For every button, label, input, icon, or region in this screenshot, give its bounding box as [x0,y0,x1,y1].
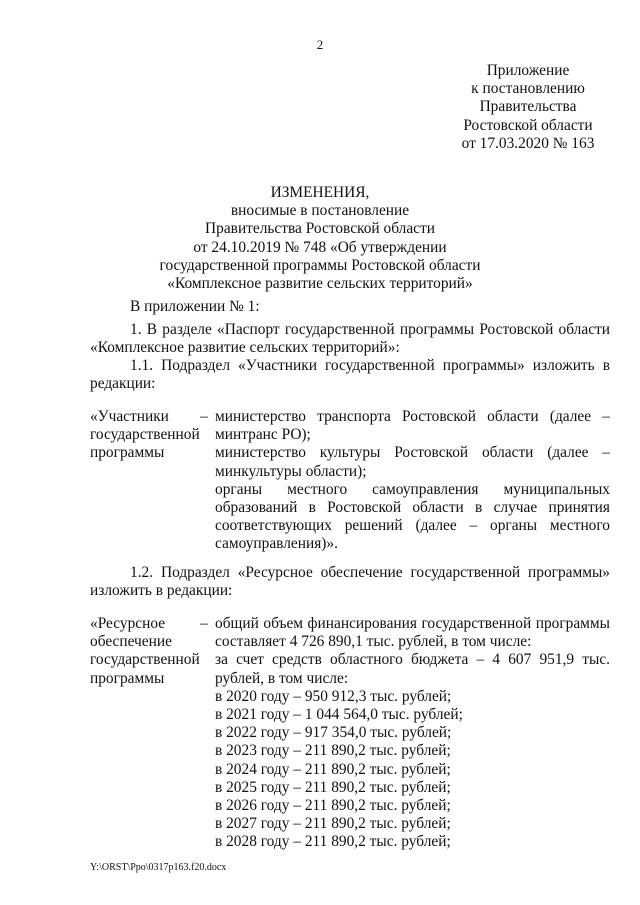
value-line: минтранс РО); [215,426,311,444]
heading-line: Правительства Ростовской области [205,220,435,238]
year-funding-line: в 2022 году – 917 354,0 тыс. рублей; [215,724,452,742]
value-line: министерство культуры Ростовской области (далее – [215,444,610,462]
value-line: за счет средств областного бюджета – 4 607 951,9 тыс. [215,651,610,669]
document-heading [90,184,550,293]
value-line: рублей, в том числе: [215,669,349,687]
value-line: соответствующих решений (далее – органы местного [215,517,610,535]
appendix-line: от 17.03.2020 № 163 [461,134,595,152]
value-line: органы местного самоуправления муниципальных [215,480,610,498]
resources-dash: – [200,615,208,632]
item-1-2-paragraph: 1.2. Подраздел «Ресурсное обеспечение государственной программы» изложить в редакции: [90,564,610,600]
year-funding-line: в 2020 году – 950 912,3 тыс. рублей; [215,687,452,705]
heading-line: от 24.10.2019 № 748 «Об утверждении [193,238,447,256]
label-line: «Ресурсное [90,615,166,632]
resources-value [215,615,610,852]
label-line: государственной [90,426,200,444]
label-line: обеспечение [90,633,172,651]
value-line: составляет 4 726 890,1 тыс. рублей, в том числе: [215,633,532,651]
value-line: минкультуры области); [215,462,367,480]
appendix-line: Приложение [486,62,570,79]
year-funding-line: в 2027 году – 211 890,2 тыс. рублей; [215,815,451,833]
value-line: образований в Ростовской области в случае принятия [215,499,610,517]
appendix-line: Правительства [479,98,577,116]
year-funding-line: в 2025 году – 211 890,2 тыс. рублей; [215,778,451,796]
label-line: государственной [90,651,200,669]
label-line: «Участники [90,408,169,425]
item-1-paragraph: 1. В разделе «Паспорт государственной программы Ростовской области «Комплексное развитие сельских территорий»: [90,321,610,357]
appendix-line: к постановлению [471,80,585,98]
heading-title: ИЗМЕНЕНИЯ, [270,184,370,201]
year-funding-line: в 2023 году – 211 890,2 тыс. рублей; [215,742,451,760]
year-funding-line: в 2021 году – 1 044 564,0 тыс. рублей; [215,706,463,724]
appendix-line: Ростовской области [463,116,593,134]
year-funding-line: в 2028 году – 211 890,2 тыс. рублей; [215,833,451,851]
intro-paragraph: В приложении № 1: [130,298,260,315]
participants-dash: – [200,408,208,425]
value-line: самоуправления)». [215,535,338,553]
heading-line: вносимые в постановление [230,202,410,220]
value-line: министерство транспорта Ростовской области (далее – [215,408,610,425]
label-line: программы [90,444,165,462]
appendix-block [428,62,628,153]
year-funding-line: в 2024 году – 211 890,2 тыс. рублей; [215,760,451,778]
heading-line: «Комплексное развитие сельских территорий» [167,275,473,293]
label-line: программы [90,669,165,687]
year-funding-line: в 2026 году – 211 890,2 тыс. рублей; [215,797,451,815]
file-path-footer: Y:\ORST\Ppo\0317p163.f20.docx [90,862,227,873]
value-line: общий объем финансирования государственной программы [215,615,610,632]
participants-value [215,408,610,554]
item-1-1-paragraph: 1.1. Подраздел «Участники государственной программы» изложить в редакции: [90,357,610,393]
heading-line: государственной программы Ростовской области [159,256,481,274]
page-number: 2 [316,37,324,52]
